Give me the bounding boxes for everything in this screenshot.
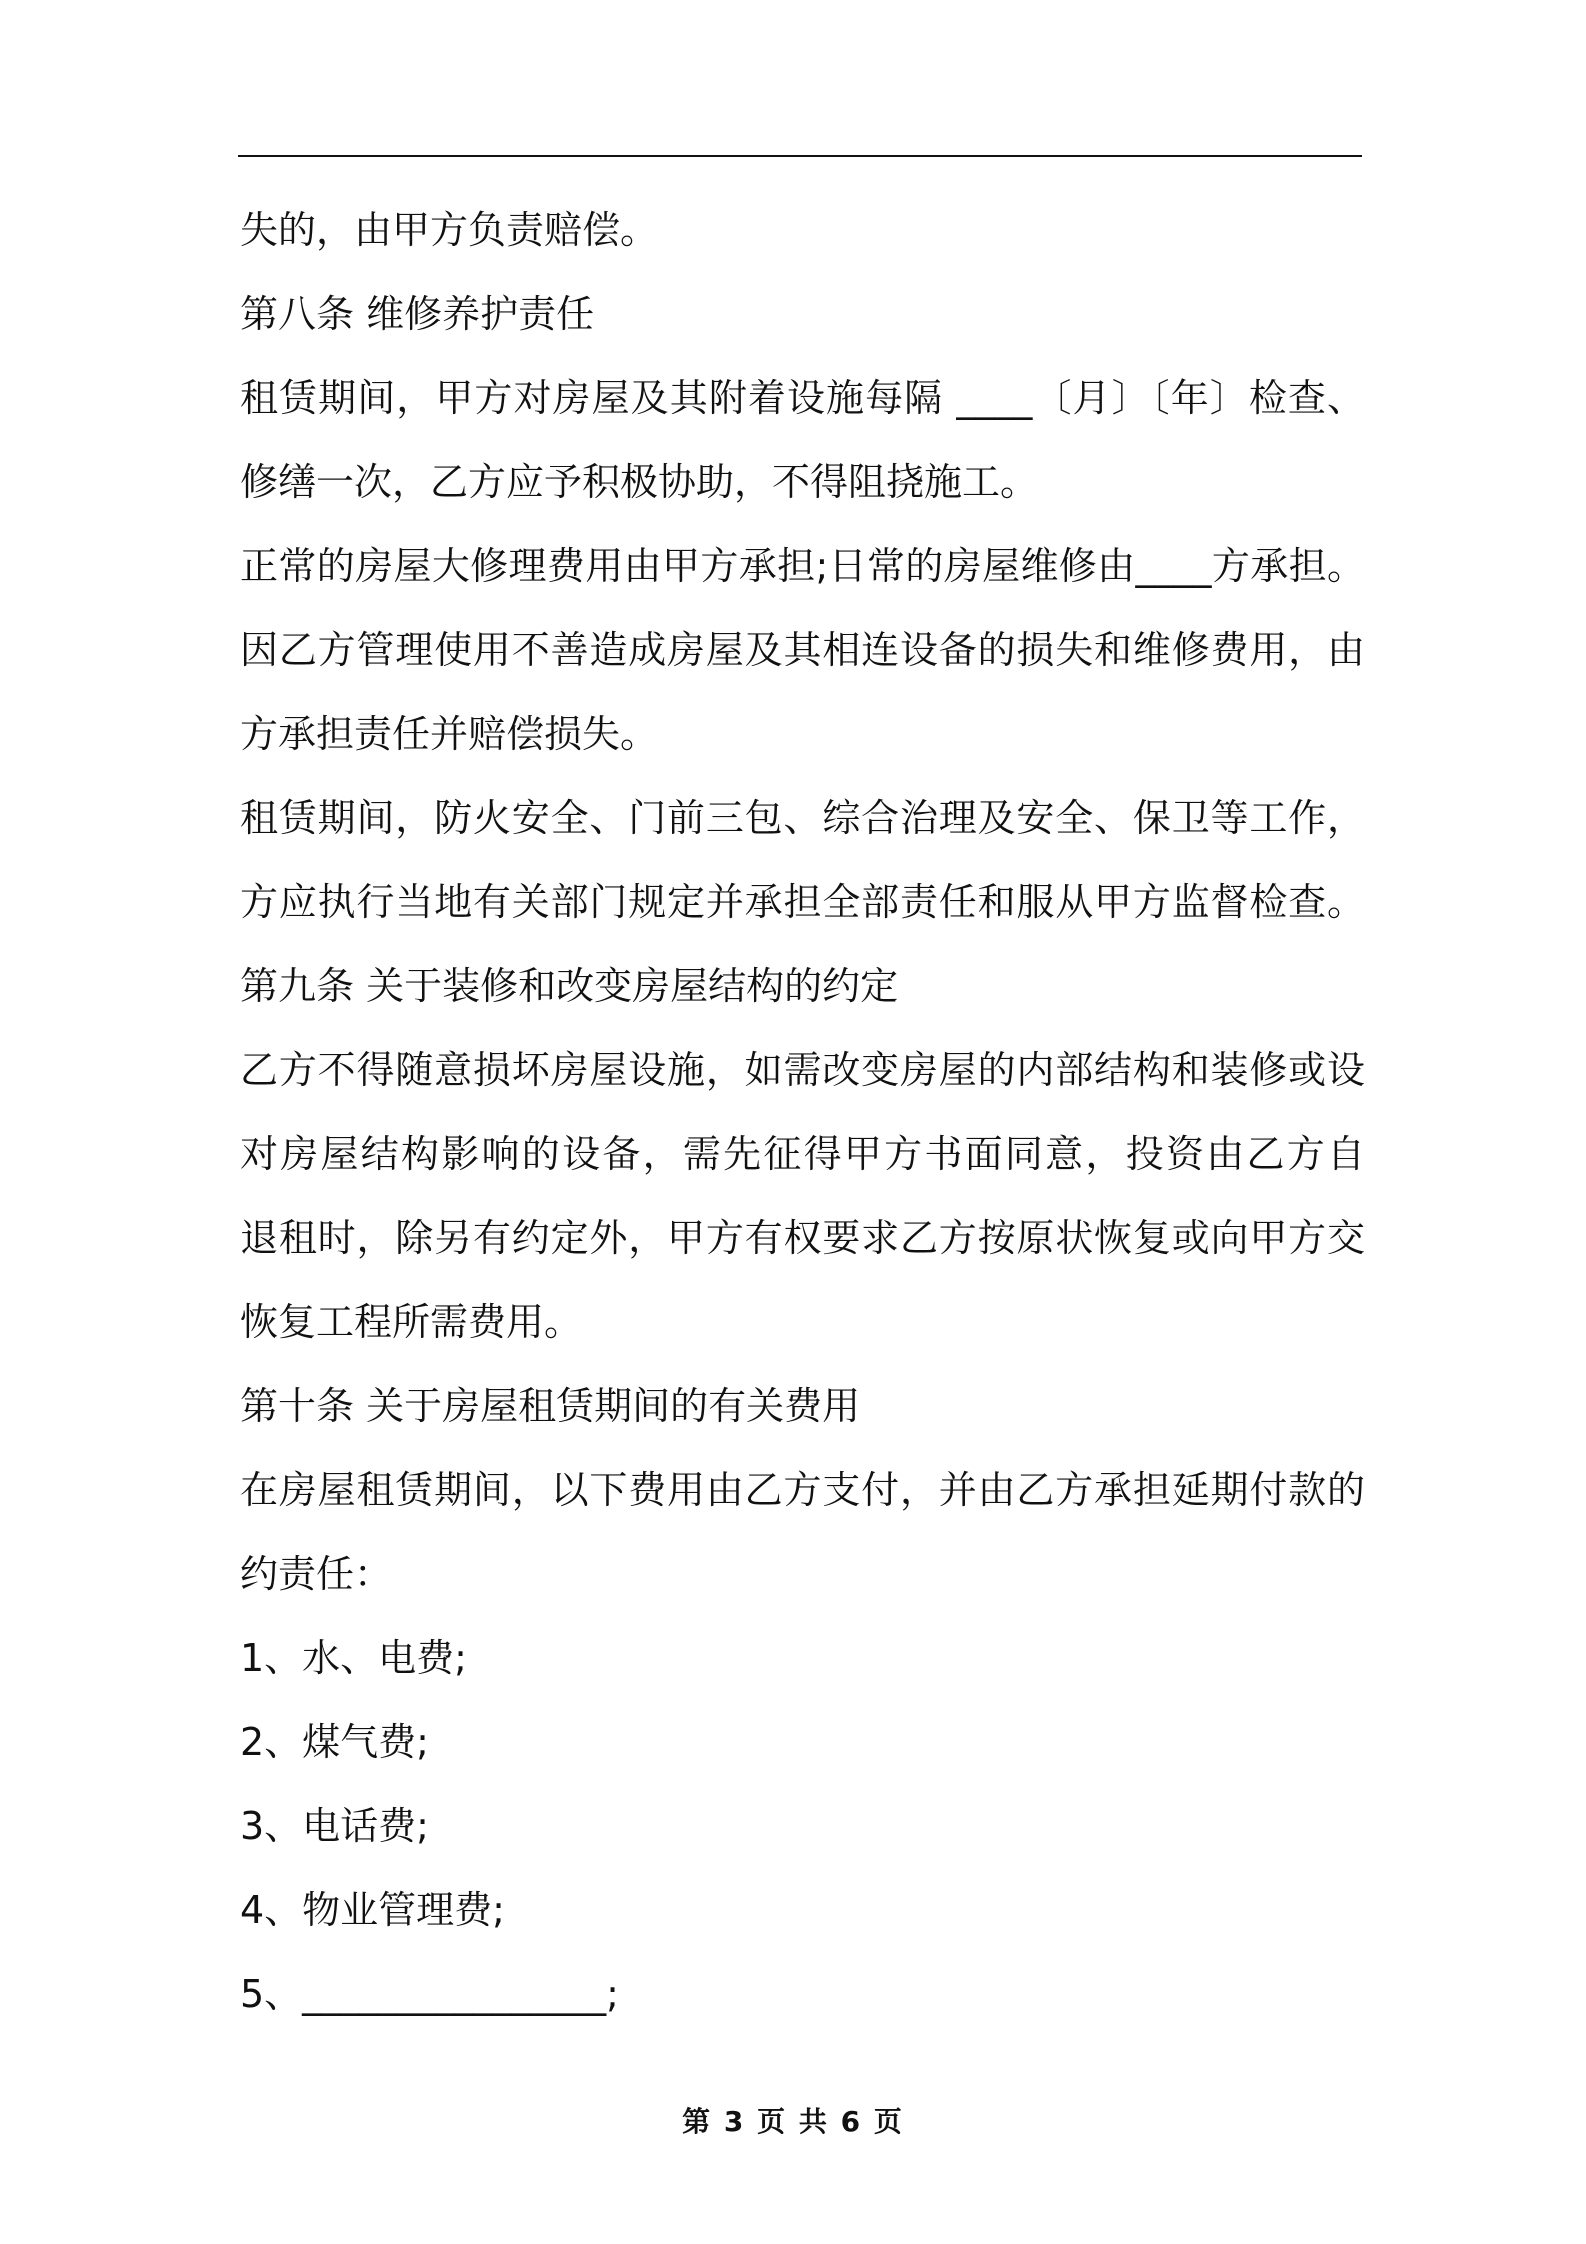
article-10-heading: 第十条 关于房屋租赁期间的有关费用 [240,1384,861,1428]
paragraph-line: 租赁期间，防火安全、门前三包、综合治理及安全、保卫等工作， [240,796,1365,840]
paragraph-line: 约责任： [240,1552,393,1596]
page-number: 第 3 页 共 6 页 [682,2105,904,2138]
list-item: 5、________________; [240,1972,619,2016]
paragraph-line: 恢复工程所需费用。 [240,1300,583,1344]
paragraph-line: 方承担责任并赔偿损失。 [240,712,659,756]
paragraph-line: 退租时，除另有约定外，甲方有权要求乙方按原状恢复或向甲方交 [240,1216,1365,1260]
paragraph-line: 修缮一次，乙方应予积极协助，不得阻挠施工。 [240,460,1039,504]
list-item: 4、物业管理费; [240,1888,505,1932]
paragraph-line: 失的，由甲方负责赔偿。 [240,208,659,252]
paragraph-line: 正常的房屋大修理费用由甲方承担;日常的房屋维修由____方承担。 [240,544,1365,588]
paragraph-line: 租赁期间，甲方对房屋及其附着设施每隔 ____〔月〕〔年〕检查、 [240,376,1365,420]
paragraph-line: 方应执行当地有关部门规定并承担全部责任和服从甲方监督检查。 [240,880,1365,924]
paragraph-line: 因乙方管理使用不善造成房屋及其相连设备的损失和维修费用，由 [240,628,1365,672]
paragraph-line: 对房屋结构影响的设备，需先征得甲方书面同意，投资由乙方自 [240,1132,1365,1176]
document-body [240,188,1365,2036]
header-divider [238,155,1362,157]
paragraph-line: 乙方不得随意损坏房屋设施，如需改变房屋的内部结构和装修或设 [240,1048,1365,1092]
article-8-heading: 第八条 维修养护责任 [240,292,595,336]
list-item: 3、电话费; [240,1804,429,1848]
paragraph-line: 在房屋租赁期间，以下费用由乙方支付，并由乙方承担延期付款的 [240,1468,1365,1512]
article-9-heading: 第九条 关于装修和改变房屋结构的约定 [240,964,899,1008]
list-item: 1、水、电费; [240,1636,467,1680]
list-item: 2、煤气费; [240,1720,429,1764]
